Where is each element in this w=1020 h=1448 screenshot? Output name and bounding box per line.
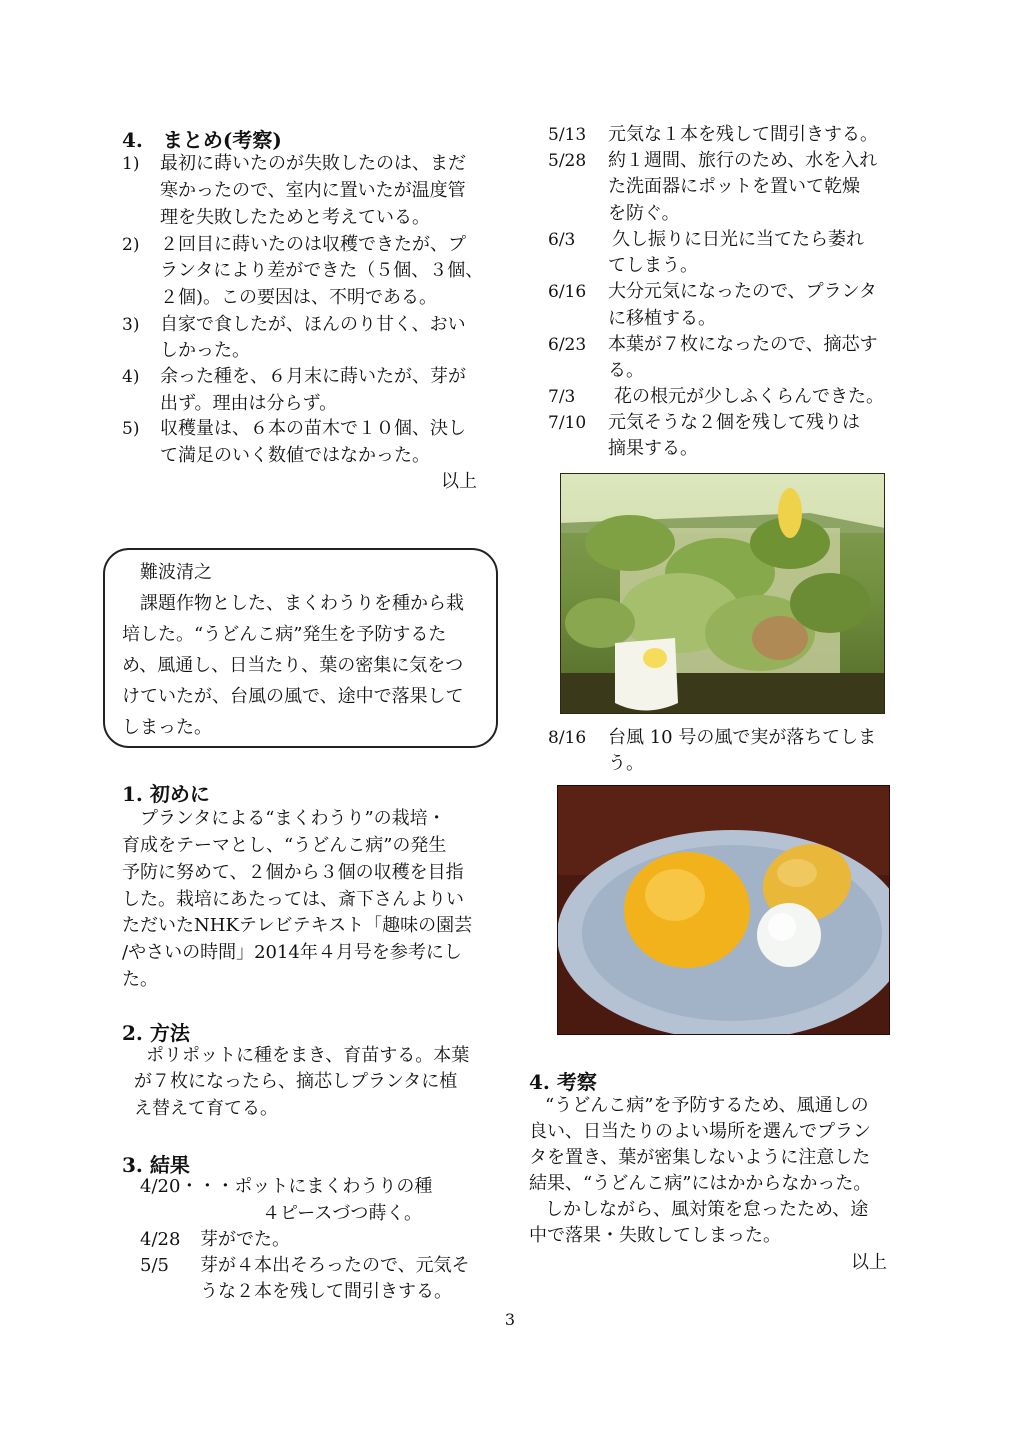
consideration-line: タを置き、葉が密集しないように注意した — [529, 1147, 871, 1168]
method-heading: 2. 方法 — [122, 1021, 190, 1045]
intro-line: 育成をテーマとし、“うどんこ病”の発生 — [122, 835, 447, 856]
log-date: 7/10 — [548, 413, 587, 433]
intro-line: /やさいの時間」2014年４月号を参考にし — [122, 942, 462, 963]
typhoon-line: う。 — [608, 753, 644, 774]
author-name: 難波清之 — [140, 562, 212, 583]
summary-item-line: ２回目に蒔いたのは収穫できたが、プ — [160, 234, 466, 255]
summary-item-line: 余った種を、６月末に蒔いたが、芽が — [160, 366, 466, 387]
summary-item-num: 3) — [122, 315, 140, 335]
intro-line: プランタによる“まくわうり”の栽培・ — [140, 808, 446, 829]
log-line: 本葉が７枚になったので、摘芯す — [608, 334, 878, 355]
log-line: 花の根元が少しふくらんできた。 — [614, 386, 884, 407]
summary-item-num: 1) — [122, 154, 140, 174]
log-line: 約１週間、旅行のため、水を入れ — [608, 150, 878, 171]
intro-line: した。栽培にあたっては、斎下さんよりい — [122, 889, 464, 910]
consideration-line: しかしながら、風対策を怠ったため、途 — [545, 1199, 869, 1220]
summary-item-line: 出ず。理由は分らず。 — [160, 393, 338, 414]
summary-item-num: 5) — [122, 419, 140, 439]
intro-line: ただいたNHKテレビテキスト「趣味の園芸 — [122, 915, 473, 936]
log-date: 5/28 — [548, 151, 587, 171]
melon-photo-image — [557, 785, 890, 1035]
log-line: 元気そうな２個を残して残りは — [608, 412, 860, 433]
plant-photo-image — [560, 473, 885, 714]
log-line: を防ぐ。 — [608, 203, 680, 224]
intro-line: た。 — [122, 969, 158, 990]
consideration-closing: 以上 — [851, 1252, 887, 1273]
intro-heading: 1. 初めに — [122, 782, 210, 806]
typhoon-line: 台風 10 号の風で実が落ちてしま — [608, 727, 877, 748]
summary-item-line: 寒かったので、室内に置いたが温度管 — [160, 180, 466, 201]
log-date: 6/3 — [548, 230, 576, 250]
log-date: 5/13 — [548, 125, 587, 145]
log-line: に移植する。 — [608, 308, 716, 329]
results-heading: 3. 結果 — [122, 1153, 190, 1177]
summary-item-line: 自家で食したが、ほんのり甘く、おい — [160, 314, 466, 335]
log-line: 久し振りに日光に当てたら萎れ — [612, 229, 864, 250]
author-box-line: しまった。 — [122, 717, 212, 738]
results-date: 4/28 — [140, 1229, 181, 1250]
results-date: 4/20・・・ポットにまくわうりの種 — [140, 1176, 433, 1197]
method-line: ポリポットに種をまき、育苗する。本葉 — [146, 1045, 470, 1066]
plant-photo — [560, 473, 885, 714]
log-line: 摘果する。 — [608, 438, 698, 459]
log-line: 元気な１本を残して間引きする。 — [608, 124, 878, 145]
author-box-line: め、風通し、日当たり、葉の密集に気をつ — [122, 655, 464, 676]
melon-photo — [557, 785, 890, 1035]
author-box-line: 課題作物とした、まくわうりを種から栽 — [140, 593, 464, 614]
method-line: が７枚になったら、摘芯しプランタに植 — [134, 1071, 458, 1092]
summary-item-num: 2) — [122, 235, 140, 255]
log-date: 7/3 — [548, 387, 576, 407]
author-box-line: けていたが、台風の風で、途中で落果して — [122, 686, 464, 707]
results-date: 5/5 — [140, 1255, 169, 1276]
log-line: る。 — [608, 360, 644, 381]
log-line: た洗面器にポットを置いて乾燥 — [608, 176, 860, 197]
consideration-line: 良い、日当たりのよい場所を選んでプラン — [529, 1121, 871, 1142]
page-number: 3 — [504, 1310, 516, 1329]
consideration-heading: 4. 考察 — [529, 1070, 597, 1094]
results-line: うな２本を残して間引きする。 — [200, 1281, 452, 1302]
consideration-line: “うどんこ病”を予防するため、風通しの — [545, 1095, 869, 1116]
log-date: 6/16 — [548, 282, 587, 302]
summary-item-line: 収穫量は、６本の苗木で１０個、決し — [160, 418, 466, 439]
consideration-line: 結果、“うどんこ病”にはかからなかった。 — [529, 1173, 872, 1194]
summary-item-line: しかった。 — [160, 340, 250, 361]
summary-item-line: 最初に蒔いたのが失敗したのは、まだ — [160, 153, 466, 174]
method-line: え替えて育てる。 — [134, 1098, 278, 1119]
results-line: 芽が４本出そろったので、元気そ — [200, 1255, 470, 1276]
log-date: 6/23 — [548, 335, 587, 355]
summary-item-line: ２個)。この要因は、不明である。 — [160, 287, 438, 308]
summary-item-line: ランタにより差ができた（５個、３個、 — [160, 260, 484, 281]
results-line: 芽がでた。 — [200, 1229, 290, 1250]
summary-item-line: 理を失敗したためと考えている。 — [160, 207, 430, 228]
typhoon-date: 8/16 — [548, 728, 587, 748]
consideration-line: 中で落果・失敗してしまった。 — [529, 1225, 781, 1246]
log-line: てしまう。 — [608, 255, 698, 276]
results-line: ４ピースづつ蒔く。 — [262, 1203, 423, 1224]
intro-line: 予防に努めて、２個から３個の収穫を目指 — [122, 862, 464, 883]
summary-item-line: て満足のいく数値ではなかった。 — [160, 445, 430, 466]
summary-item-num: 4) — [122, 367, 140, 387]
summary-heading: 4. まとめ(考察) — [122, 128, 282, 152]
summary-closing: 以上 — [441, 471, 477, 492]
log-line: 大分元気になったので、プランタ — [608, 281, 877, 302]
author-box-line: 培した。“うどんこ病”発生を予防するた — [122, 624, 447, 645]
